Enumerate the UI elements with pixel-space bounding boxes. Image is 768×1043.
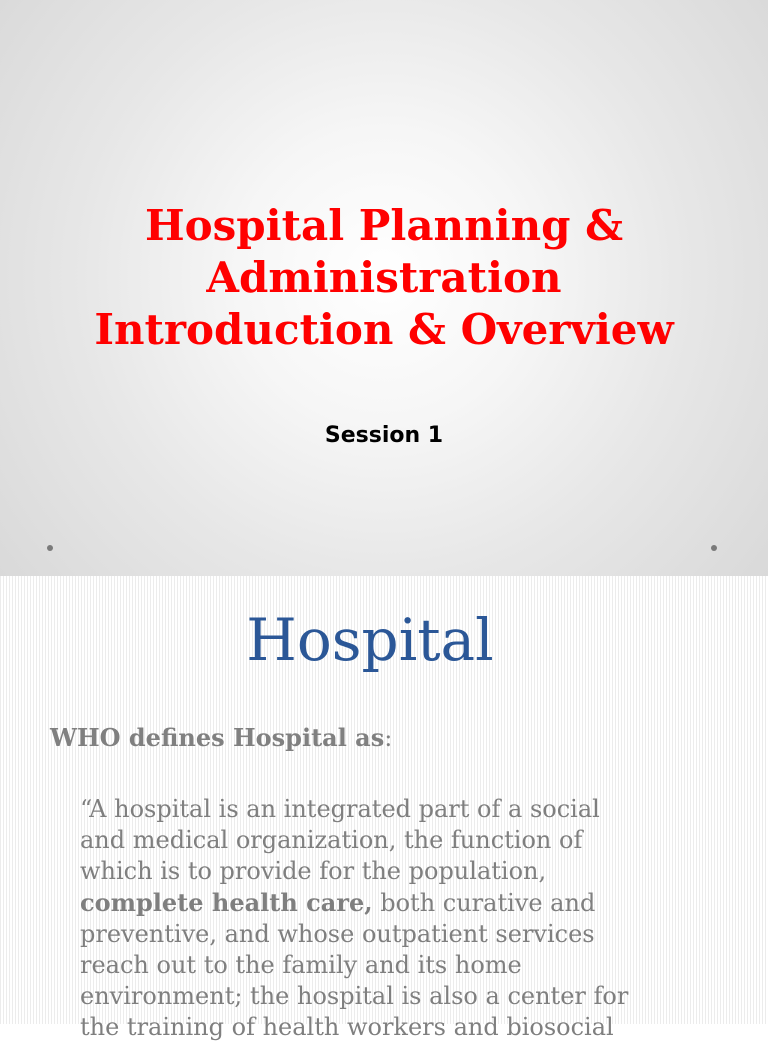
quote-line-2: and medical organization, the function of [80, 826, 583, 854]
quote-emphasis: complete health care, [80, 888, 373, 917]
quote-line-8: the training of health workers and biosocial [80, 1013, 614, 1041]
quote-line-1: “A hospital is an integrated part of a social [80, 795, 600, 823]
quote-line-7: environment; the hospital is also a center for [80, 982, 629, 1010]
quote-line-6: reach out to the family and its home [80, 951, 522, 979]
session-subtitle: Session 1 [324, 423, 444, 448]
title-line-1: Hospital Planning & [144, 201, 624, 250]
who-definition-quote [80, 794, 680, 1043]
title-line-2: Administration [206, 253, 562, 302]
slide-title-heading [0, 200, 768, 356]
quote-line-5: preventive, and whose outpatient services [80, 920, 595, 948]
lead-bold-text: WHO defines Hospital as [50, 723, 385, 752]
quote-line-3: which is to provide for the population, [80, 857, 547, 885]
title-line-3: Introduction & Overview [94, 305, 674, 354]
slide-hospital-definition [0, 576, 768, 1041]
slide-heading: Hospital [246, 606, 494, 674]
slide-dot-left [47, 545, 53, 551]
quote-line-4-rest: both curative and [372, 889, 596, 917]
lead-colon: : [384, 724, 393, 752]
slide-dot-right [711, 545, 717, 551]
who-definition-lead [50, 722, 392, 754]
